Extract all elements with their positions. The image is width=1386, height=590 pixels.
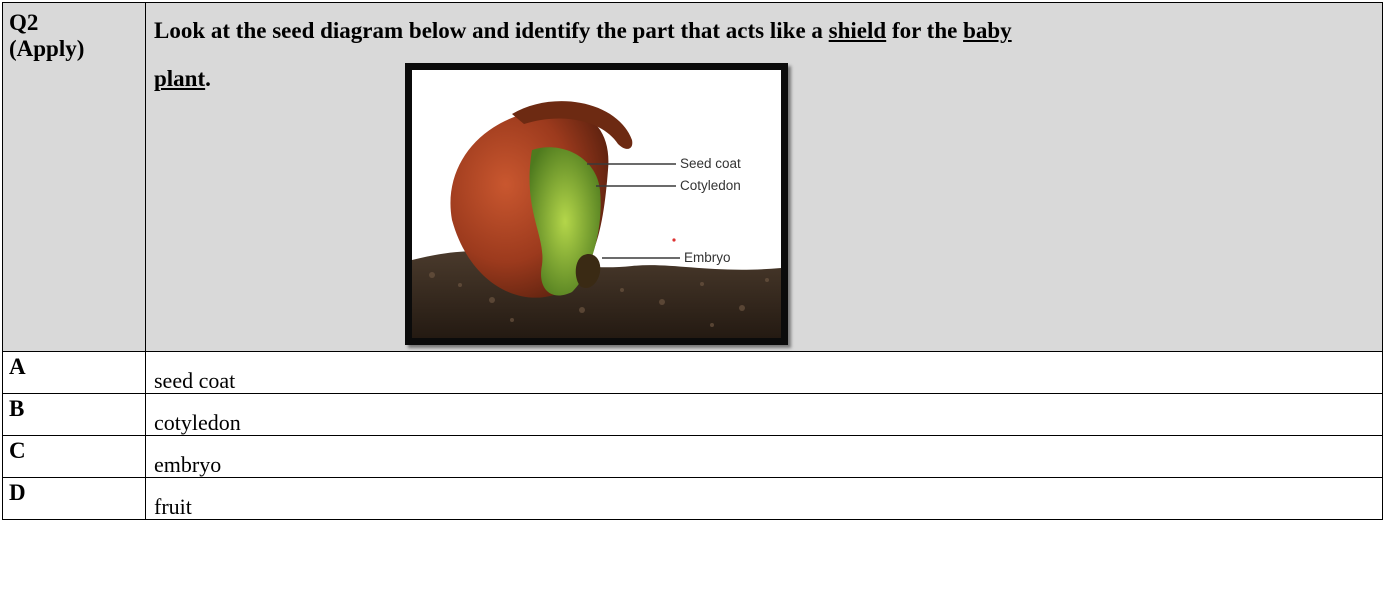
- emphasis-baby: baby: [963, 18, 1012, 43]
- question-content-cell: [146, 3, 1383, 352]
- question-number: Q2: [9, 10, 39, 35]
- question-id: [3, 3, 145, 62]
- option-letter-cell: [3, 352, 146, 394]
- question-table: [2, 2, 1383, 520]
- label-embryo: Embryo: [684, 250, 731, 265]
- question-text: Look at the seed diagram below and identify the part that acts like a shield for the baby plant.: [154, 18, 1012, 91]
- question-level: (Apply): [9, 36, 85, 61]
- label-seed-coat: Seed coat: [680, 156, 741, 171]
- option-row-c[interactable]: [3, 436, 1383, 478]
- option-letter: C: [9, 438, 26, 463]
- option-letter: B: [9, 396, 25, 421]
- option-letter-cell: [3, 436, 146, 478]
- option-text[interactable]: embryo: [154, 452, 222, 477]
- option-text-cell[interactable]: [146, 436, 1383, 478]
- seed-diagram: [405, 63, 788, 345]
- option-letter-cell: [3, 478, 146, 520]
- question-row: [3, 3, 1383, 352]
- option-text[interactable]: fruit: [154, 494, 192, 519]
- option-text-cell[interactable]: [146, 394, 1383, 436]
- option-text[interactable]: cotyledon: [154, 410, 241, 435]
- option-letter-cell: [3, 394, 146, 436]
- option-letter: A: [9, 354, 26, 379]
- option-row-a[interactable]: [3, 352, 1383, 394]
- option-row-d[interactable]: [3, 478, 1383, 520]
- option-text-cell[interactable]: [146, 352, 1383, 394]
- option-text[interactable]: seed coat: [154, 368, 236, 393]
- option-letter: D: [9, 480, 26, 505]
- label-cotyledon: Cotyledon: [680, 178, 741, 193]
- emphasis-shield: shield: [828, 18, 887, 43]
- emphasis-plant: plant: [154, 66, 206, 91]
- marker-dot: [672, 238, 675, 241]
- option-row-b[interactable]: [3, 394, 1383, 436]
- question-id-cell: [3, 3, 146, 352]
- option-text-cell[interactable]: [146, 478, 1383, 520]
- seed-illustration: [412, 70, 781, 338]
